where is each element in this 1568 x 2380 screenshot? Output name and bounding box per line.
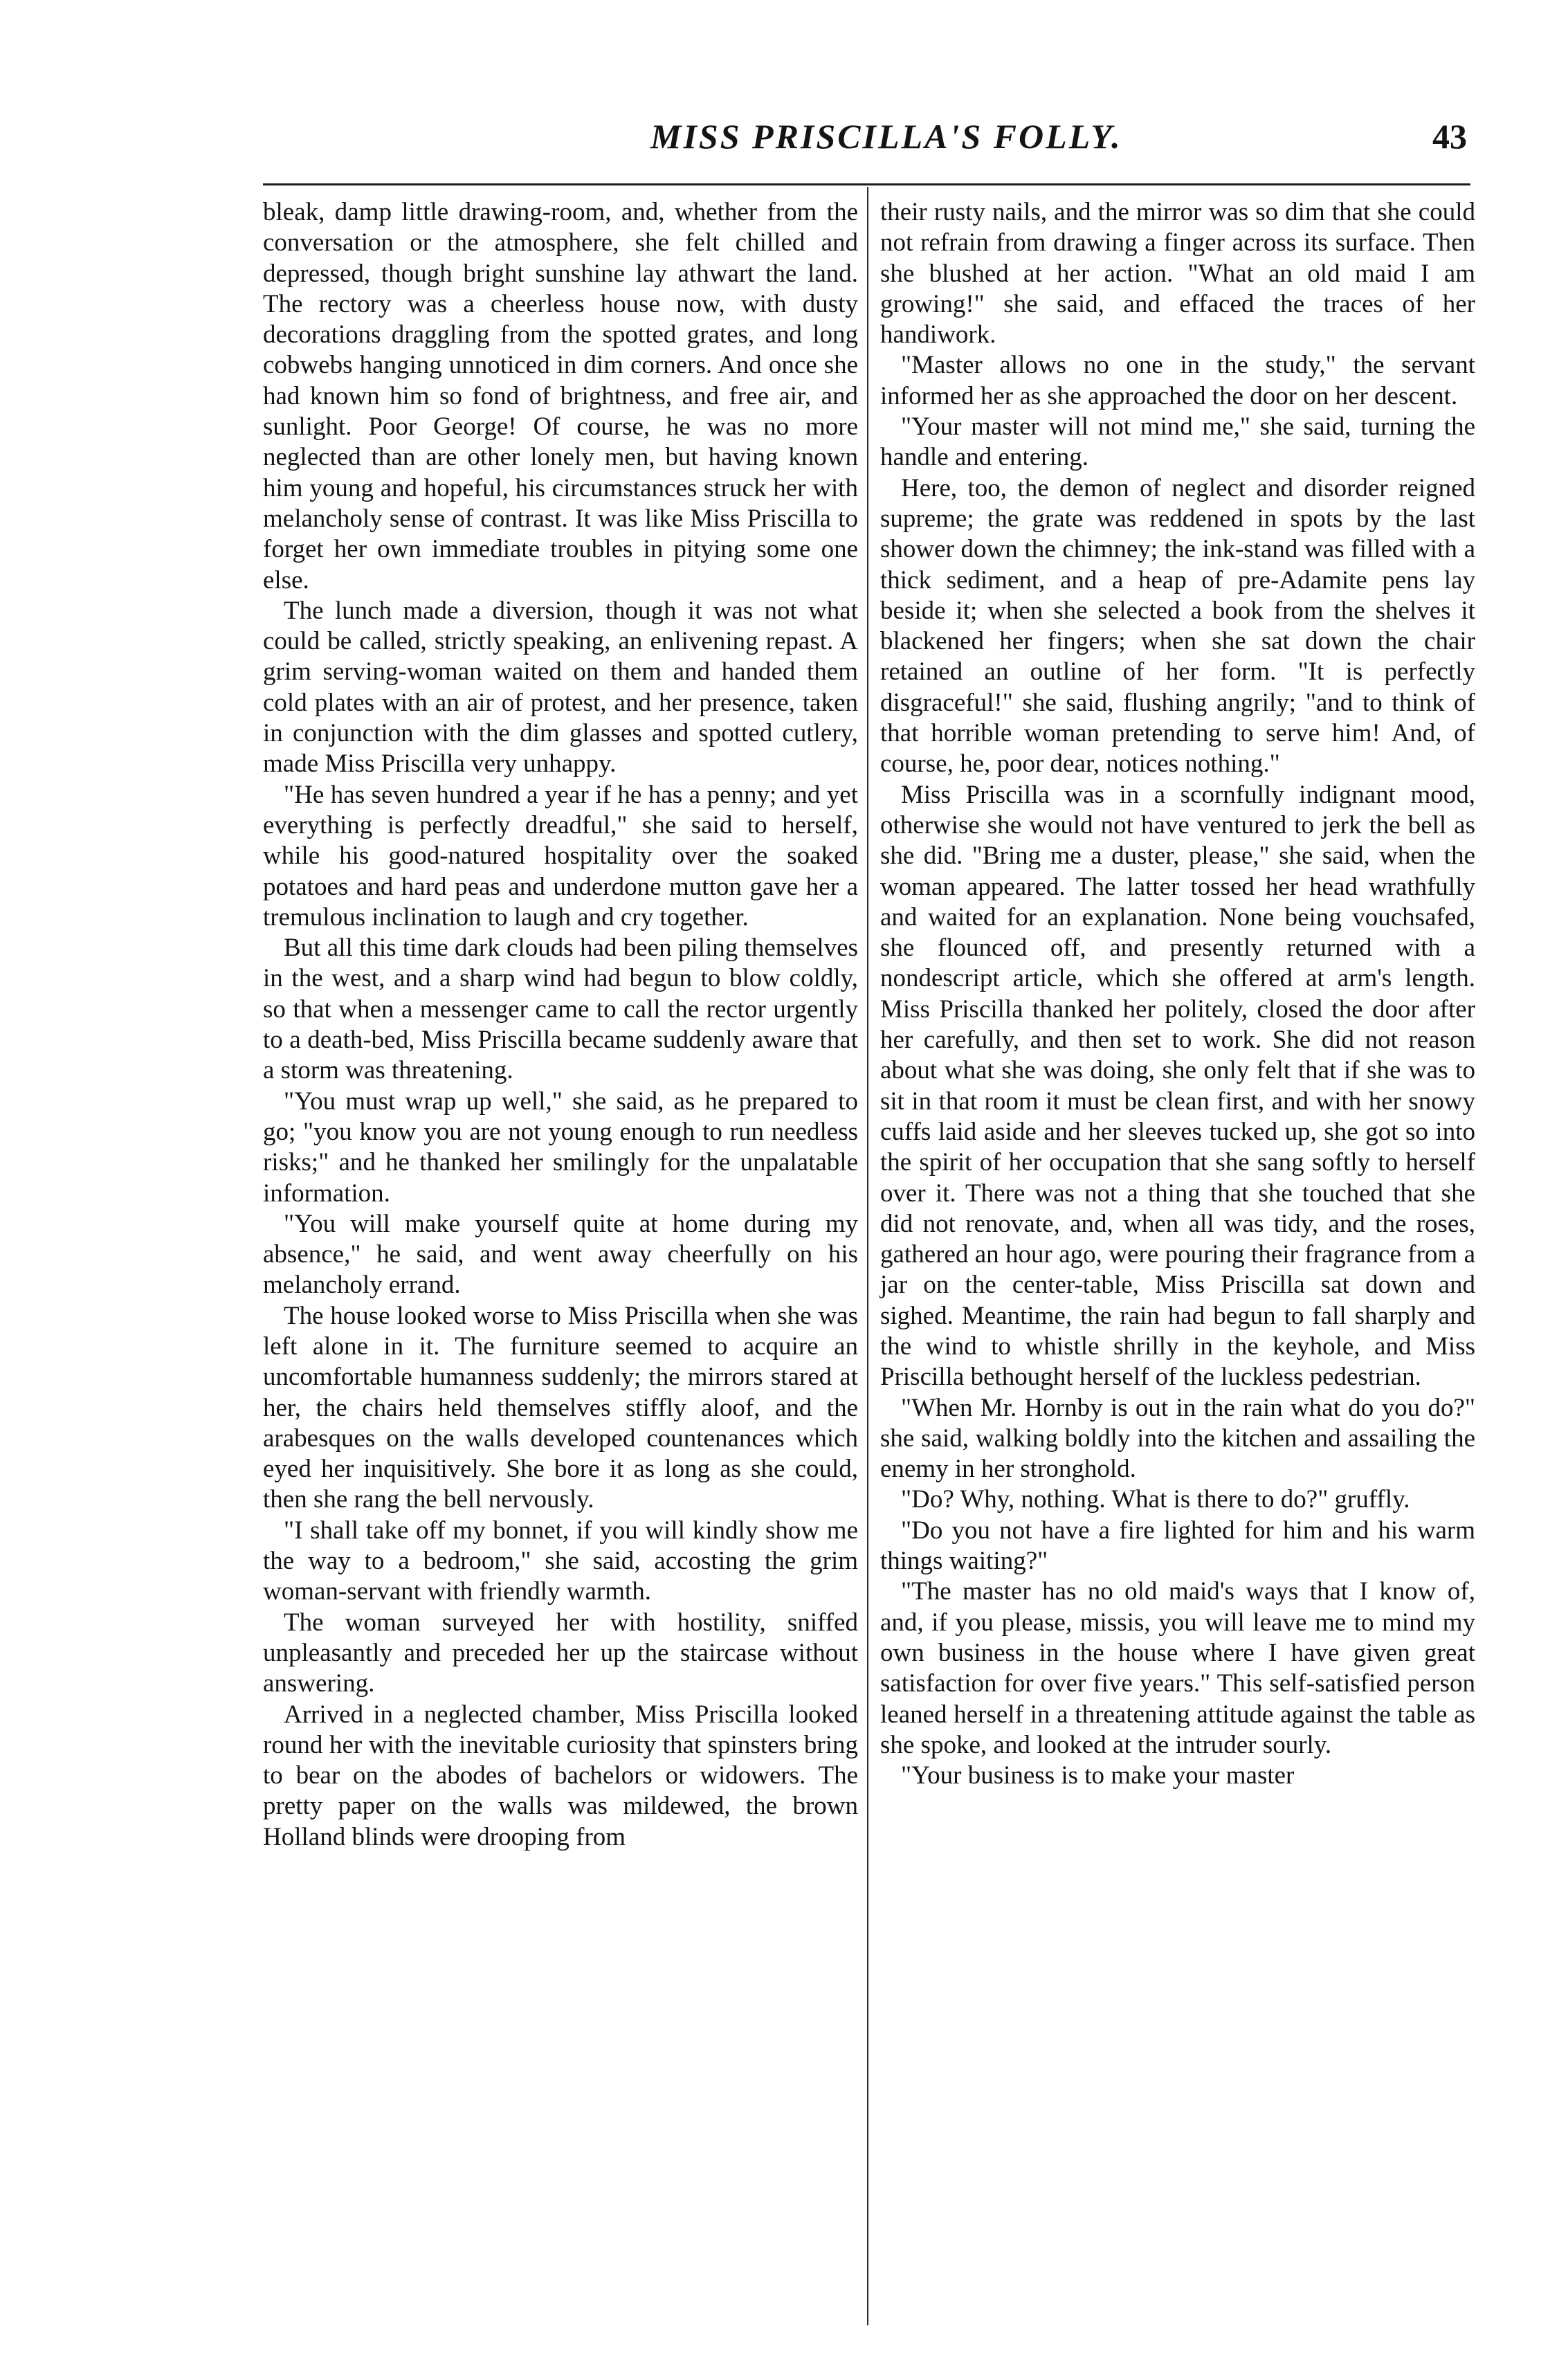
header-rule bbox=[263, 183, 1470, 185]
paragraph: "Do? Why, nothing. What is there to do?" gruffly. bbox=[901, 1485, 1410, 1514]
column-divider bbox=[867, 187, 868, 2325]
paragraph: The house looked worse to Miss Priscilla when she was left alone in it. The furniture seemed to acquire an uncomfortable humanness suddenly; the mirrors stared at her, the chairs held themselves stiffly aloof, and the arabesques on the walls developed countenances which eyed her inquisitively. She bore it as long as she could, then she rang the bell nervously. bbox=[263, 1301, 858, 1514]
paragraph: "When Mr. Hornby is out in the rain what do you do?" she said, walking boldly into the kitchen and assailing the enemy in her stronghold. bbox=[880, 1393, 1475, 1484]
paragraph: "I shall take off my bonnet, if you will kindly show me the way to a bedroom," she said, accosting the grim woman-servant with friendly warmth. bbox=[263, 1516, 858, 1606]
paragraph: The woman surveyed her with hostility, sniffed unpleasantly and preceded her up the staircase without answering. bbox=[263, 1608, 858, 1698]
paragraph: But all this time dark clouds had been piling themselves in the west, and a sharp wind had begun to blow coldly, so that when a messenger came to call the rector urgently to a death-bed, Miss Priscilla became suddenly aware that a storm was threatening. bbox=[263, 934, 858, 1085]
page-header bbox=[270, 116, 1467, 165]
paragraph: bleak, damp little drawing-room, and, whether from the conversation or the atmosphere, she felt chilled and depressed, though bright sunshine lay athwart the land. The rectory was a cheerless house now, with dusty decorations draggling from the spotted grates, and long cobwebs hanging unnoticed in dim corners. And once she had known him so fond of brightness, and free air, and sunlight. Poor George! Of course, he was no more neglected than are other lonely men, but having known him young and hopeful, his circumstances struck her with melancholy sense of contrast. It was like Miss Priscilla to forget her own immediate troubles in pitying some one else. bbox=[263, 198, 858, 594]
right-column bbox=[880, 197, 1475, 1791]
left-column bbox=[263, 197, 858, 1853]
paragraph: "You must wrap up well," she said, as he prepared to go; "you know you are not young enough to run needless risks;" and he thanked her smilingly for the unpalatable information. bbox=[263, 1087, 858, 1208]
paragraph: their rusty nails, and the mirror was so dim that she could not refrain from drawing a finger across its surface. Then she blushed at her action. "What an old maid I am growing!" she said, and effaced the traces of her handiwork. bbox=[880, 198, 1475, 349]
paragraph: Arrived in a neglected chamber, Miss Priscilla looked round her with the inevitable curiosity that spinsters bring to bear on the abodes of bachelors or widowers. The pretty paper on the walls was mildewed, the brown Holland blinds were drooping from bbox=[263, 1700, 858, 1851]
paragraph: "You will make yourself quite at home during my absence," he said, and went away cheerfully on his melancholy errand. bbox=[263, 1209, 858, 1300]
paragraph: Here, too, the demon of neglect and disorder reigned supreme; the grate was reddened in spots by the last shower down the chimney; the ink-stand was filled with a thick sediment, and a heap of pre-Adamite pens lay beside it; when she selected a book from the shelves it blackened her fingers; when she sat down the chair retained an outline of her form. "It is perfectly disgraceful!" she said, flushing angrily; "and to think of that horrible woman pretending to serve him! And, of course, he, poor dear, notices nothing." bbox=[880, 473, 1475, 779]
page-number: 43 bbox=[1432, 117, 1467, 156]
paragraph: "Do you not have a fire lighted for him and his warm things waiting?" bbox=[880, 1516, 1475, 1576]
paragraph: "Master allows no one in the study," the servant informed her as she approached the door on her descent. bbox=[880, 351, 1475, 410]
running-title: MISS PRISCILLA'S FOLLY. bbox=[650, 117, 1122, 156]
paragraph: "He has seven hundred a year if he has a penny; and yet everything is perfectly dreadful," she said to herself, while his good-natured hospitality over the soaked potatoes and hard peas and underdone mutton gave her a tremulous inclination to laugh and cry together. bbox=[263, 780, 858, 932]
paragraph: "Your business is to make your master bbox=[901, 1761, 1295, 1790]
paragraph: Miss Priscilla was in a scornfully indignant mood, otherwise she would not have ventured to jerk the bell as she did. "Bring me a duster, please," she said, when the woman appeared. The latter tossed her head wrathfully and waited for an explanation. None being vouchsafed, she flounced off, and presently returned with a nondescript article, which she offered at arm's length. Miss Priscilla thanked her politely, closed the door after her carefully, and then set to work. She did not reason about what she was doing, she only felt that if she was to sit in that room it must be clean first, and with her snowy cuffs laid aside and her sleeves tucked up, she got so into the spirit of her occupation that she sang softly to herself over it. There was not a thing that she touched that she did not renovate, and, when all was tidy, and the roses, gathered an hour ago, were pouring their fragrance from a jar on the center-table, Miss Priscilla sat down and sighed. Meantime, the rain had begun to fall sharply and the wind to whistle shrilly in the keyhole, and Miss Priscilla bethought herself of the luckless pedestrian. bbox=[880, 780, 1475, 1392]
paragraph: "Your master will not mind me," she said, turning the handle and entering. bbox=[880, 412, 1475, 472]
paragraph: The lunch made a diversion, though it was not what could be called, strictly speaking, an enlivening repast. A grim serving-woman waited on them and handed them cold plates with an air of protest, and her presence, taken in conjunction with the dim glasses and spotted cutlery, made Miss Priscilla very unhappy. bbox=[263, 596, 858, 779]
paragraph: "The master has no old maid's ways that I know of, and, if you please, missis, you will leave me to mind my own business in the house where I have given great satisfaction for over five years." This self-satisfied person leaned herself in a threatening attitude against the table as she spoke, and looked at the intruder sourly. bbox=[880, 1577, 1475, 1759]
